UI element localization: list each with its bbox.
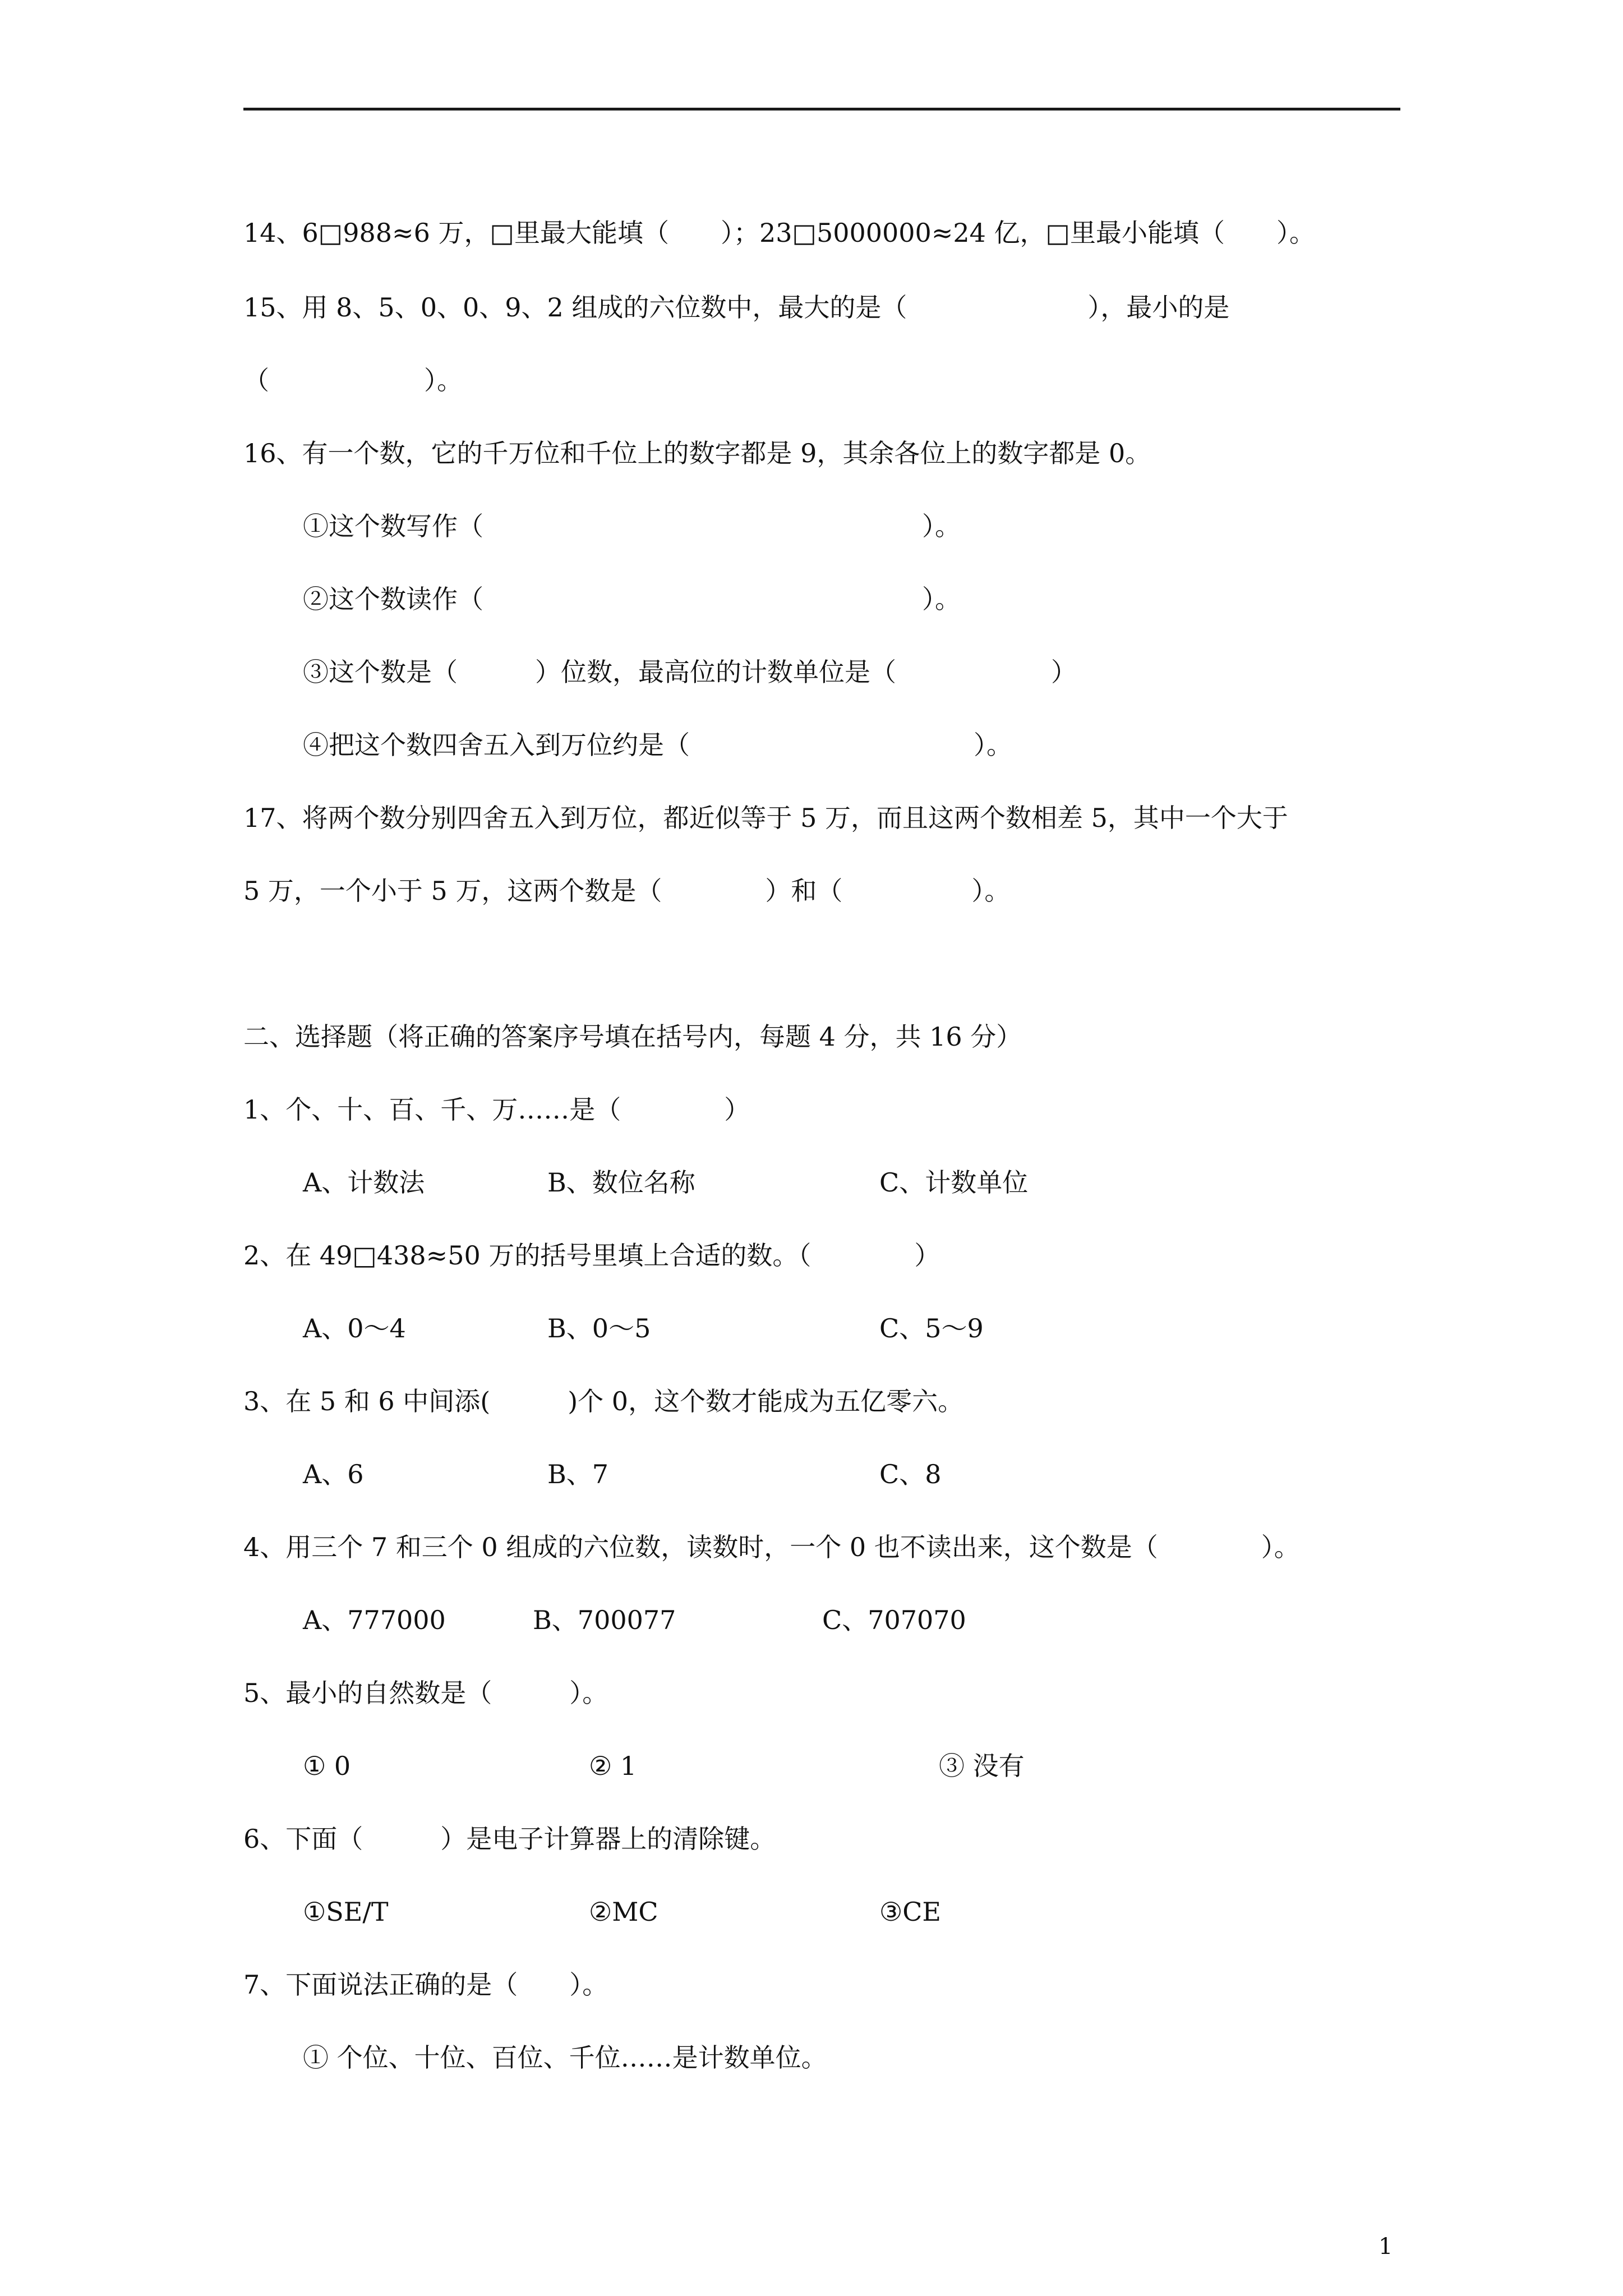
choice-q2-stem: 2、在 49□438≈50 万的括号里填上合适的数。（ ） [243,1240,940,1271]
choice-q4-option-c: C、707070 [822,1605,966,1635]
choice-q4-option-b: B、700077 [533,1605,676,1635]
choice-q1-option-a: A、计数法 [303,1167,425,1198]
choice-q1-stem: 1、个、十、百、千、万……是（ ） [243,1094,750,1125]
question-16: 16、有一个数，它的千万位和千位上的数字都是 9，其余各位上的数字都是 0。 [243,438,1151,468]
choice-q6-option-a: ①SE/T [303,1897,389,1927]
choice-q1-option-b: B、数位名称 [547,1167,695,1198]
choice-q4-option-a: A、777000 [303,1605,446,1635]
choice-q5-option-c: ③ 没有 [939,1751,1025,1781]
choice-q3-stem: 3、在 5 和 6 中间添( )个 0，这个数才能成为五亿零六。 [243,1386,964,1416]
choice-q4-stem: 4、用三个 7 和三个 0 组成的六位数，读数时，一个 0 也不读出来，这个数是（ ）。 [243,1532,1300,1562]
choice-q6-option-b: ②MC [589,1897,658,1927]
choice-q3-option-c: C、8 [879,1459,942,1489]
question-16-part4: ④把这个数四舍五入到万位约是（ ）。 [303,730,1012,760]
choice-q7-option-a: ① 个位、十位、百位、千位……是计数单位。 [303,2042,827,2073]
choice-q5-option-a: ① 0 [303,1751,351,1781]
question-17-line2: 5 万，一个小于 5 万，这两个数是（ ）和（ ）。 [243,876,1011,906]
choice-q1-option-c: C、计数单位 [879,1167,1029,1198]
header-rule [243,108,1400,111]
page-number: 1 [1378,2234,1393,2260]
choice-q6-option-c: ③CE [879,1897,942,1927]
choice-q2-option-b: B、0～5 [547,1313,651,1343]
question-15-line2: （ ）。 [243,365,463,395]
choice-q5-stem: 5、最小的自然数是（ ）。 [243,1678,608,1708]
question-14: 14、6□988≈6 万，□里最大能填（ ）；23□5000000≈24 亿，□里最小能填（ ）。 [243,218,1315,248]
question-15-line1: 15、用 8、5、0、0、9、2 组成的六位数中，最大的是（ ），最小的是 [243,292,1230,323]
question-16-part1: ①这个数写作（ ）。 [303,511,961,541]
choice-q3-option-a: A、6 [303,1459,364,1489]
choice-q3-option-b: B、7 [547,1459,609,1489]
choice-q2-option-a: A、0～4 [303,1313,406,1343]
choice-q7-stem: 7、下面说法正确的是（ ）。 [243,1970,608,2000]
choice-q2-option-c: C、5～9 [879,1313,984,1343]
question-16-part3: ③这个数是（ ）位数，最高位的计数单位是（ ） [303,657,1077,687]
choice-q6-stem: 6、下面（ ）是电子计算器上的清除键。 [243,1824,776,1854]
question-16-part2: ②这个数读作（ ）。 [303,584,961,614]
choice-q5-option-b: ② 1 [589,1751,637,1781]
question-17-line1: 17、将两个数分别四舍五入到万位，都近似等于 5 万，而且这两个数相差 5，其中一个大于 [243,803,1288,833]
section-2-heading: 二、选择题（将正确的答案序号填在括号内，每题 4 分，共 16 分） [243,1022,1022,1052]
